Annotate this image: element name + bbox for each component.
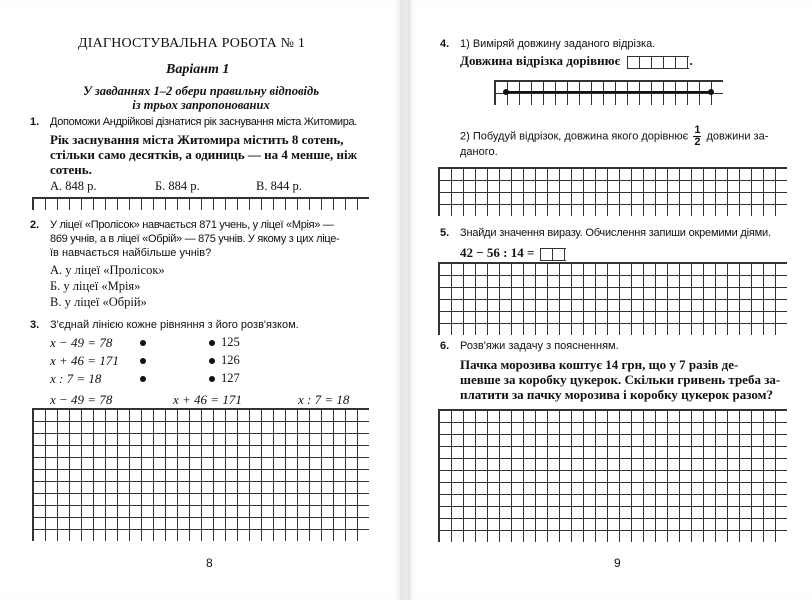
right-page	[408, 0, 812, 600]
measured-segment-line	[506, 91, 711, 93]
question-1-text-line-1: Рік заснування міста Житомира містить 8 сотень,	[50, 132, 344, 147]
question-2-prompt-line-2: 869 учнів, а в ліцеї «Обрій» — 875 учнів. У якому з цих ліце-	[50, 233, 340, 245]
left-page	[0, 0, 402, 600]
expression: 42 − 56 : 14 =	[460, 245, 535, 260]
equation-1-dot[interactable]	[140, 340, 146, 346]
answer-grid-q4[interactable]	[438, 167, 787, 216]
answer-grid-q1[interactable]	[32, 197, 369, 210]
equation-1: x − 49 = 78	[50, 335, 113, 350]
length-answer-boxes[interactable]	[627, 56, 689, 69]
instruction-line-1: У завданнях 1–2 обери правильну відповідь	[83, 84, 319, 98]
question-6-text-line-2: шевше за коробку цукерок. Скільки гривень треба за-	[460, 372, 781, 387]
equation-2: x + 46 = 171	[50, 353, 119, 368]
question-5-number: 5.	[440, 227, 450, 239]
instruction-line-2: із трьох запропонованих	[132, 98, 270, 112]
solution-2: 126	[221, 353, 240, 367]
answer-grid-q6[interactable]	[438, 409, 787, 542]
question-2-option-c[interactable]: В. у ліцеї «Обрій»	[50, 295, 147, 309]
question-1-option-b[interactable]: Б. 884 р.	[155, 179, 200, 193]
question-3-number: 3.	[30, 319, 40, 331]
page-number-left: 8	[206, 556, 213, 570]
answer-grid-q3[interactable]	[32, 408, 369, 541]
solution-3-dot[interactable]	[209, 376, 215, 382]
question-1-text-line-3: сотень.	[50, 162, 92, 177]
solution-3: 127	[221, 371, 240, 385]
question-2-option-b[interactable]: Б. у ліцеї «Мрія»	[50, 279, 141, 293]
question-3-prompt: З'єднай лінією кожне рівняння з його розв'язком.	[50, 319, 299, 331]
question-5-prompt: Знайди значення виразу. Обчислення запиши окремими діями.	[460, 227, 771, 239]
question-1-option-a[interactable]: А. 848 р.	[50, 179, 97, 193]
page-number-right: 9	[614, 556, 621, 570]
answer-grid-q5[interactable]	[438, 262, 787, 335]
question-1-number: 1.	[30, 116, 40, 128]
part-2-before: 2) Побудуй відрізок, довжина якого дорівнює	[460, 130, 689, 143]
grid-header-1: x − 49 = 78	[50, 392, 113, 407]
one-half-fraction	[693, 125, 701, 148]
question-4-part-2-line-1	[460, 125, 768, 148]
question-1-prompt: Допоможи Андрійкові дізнатися рік заснування міста Житомира.	[50, 116, 357, 128]
question-4-number: 4.	[440, 38, 450, 50]
equation-3-dot[interactable]	[140, 376, 146, 382]
question-4-part-2-line-2: даного.	[460, 146, 498, 158]
part-2-after: довжини за-	[706, 130, 769, 143]
segment-start-dot	[503, 89, 509, 95]
length-period: .	[689, 53, 693, 68]
question-6-text-line-1: Пачка морозива коштує 14 грн, що у 7 разів де-	[460, 357, 739, 372]
length-label: Довжина відрізка дорівнює	[460, 53, 621, 68]
question-6-number: 6.	[440, 340, 450, 352]
equation-3: x : 7 = 18	[50, 371, 102, 386]
question-1-text-line-2: стільки само десятків, а одиниць — на 4 менше, ніж	[50, 147, 358, 162]
question-1-option-c[interactable]: В. 844 р.	[256, 179, 302, 193]
solution-2-dot[interactable]	[209, 358, 215, 364]
segment-end-dot	[708, 89, 714, 95]
question-4-part-1: 1) Виміряй довжину заданого відрізка.	[460, 38, 656, 50]
question-2-prompt-line-1: У ліцеї «Пролісок» навчається 871 учень, у ліцеї «Мрія» —	[50, 219, 334, 231]
equation-2-dot[interactable]	[140, 358, 146, 364]
grid-header-2: x + 46 = 171	[173, 392, 242, 407]
solution-1: 125	[221, 335, 240, 349]
expression-row	[460, 245, 566, 261]
expression-answer-boxes[interactable]	[540, 248, 566, 261]
grid-header-3: x : 7 = 18	[298, 392, 350, 407]
question-2-option-a[interactable]: А. у ліцеї «Пролісок»	[50, 263, 165, 277]
worksheet-title: ДІАГНОСТУВАЛЬНА РОБОТА № 1	[78, 36, 306, 51]
length-label-row	[460, 53, 693, 69]
fraction-numerator: 1	[694, 124, 701, 136]
solution-1-dot[interactable]	[209, 340, 215, 346]
fraction-denominator: 2	[694, 136, 701, 148]
variant-label: Варіант 1	[166, 62, 230, 77]
question-2-number: 2.	[30, 219, 40, 231]
question-6-text-line-3: платити за пачку морозива і коробку цукерок разом?	[460, 387, 774, 402]
question-6-prompt: Розв'яжи задачу з поясненням.	[460, 340, 619, 352]
question-2-prompt-line-3: їв навчається найбільше учнів?	[50, 247, 212, 259]
